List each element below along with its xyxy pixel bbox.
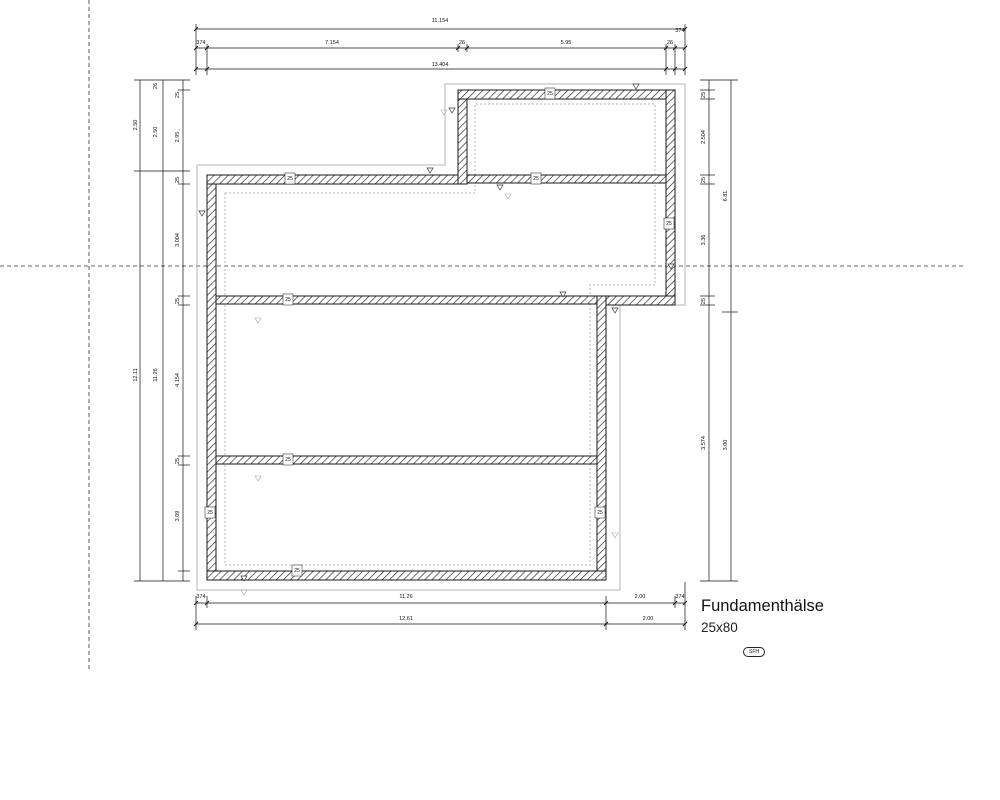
wall-tag: 25: [666, 221, 672, 227]
wall-tag: 25: [207, 510, 213, 516]
dim-left-outer-1: 2.50: [133, 119, 139, 131]
wall-tag: 25: [285, 297, 291, 303]
dim-right-seg-b: 3.36: [701, 234, 707, 246]
dim-left-small-4: 25: [175, 297, 181, 305]
dim-bottom-total: 12.61: [399, 616, 413, 622]
dim-right-total-upper: 6.81: [723, 190, 729, 202]
dim-bottom-right-offset: 374: [675, 594, 685, 600]
wall-tag: 25: [533, 176, 539, 182]
dim-left-seg-d: 3.09: [175, 510, 181, 522]
dim-bottom-segment-1: 11.26: [399, 594, 413, 600]
wall-tag: 25: [285, 457, 291, 463]
dim-right-small-1: 25: [701, 91, 707, 99]
foundation-walls: [207, 90, 675, 580]
dim-left-total: 12.11: [133, 368, 139, 382]
dim-left-inner-total: 11.26: [153, 368, 159, 382]
dim-top-small-1: 26: [458, 40, 466, 46]
dim-bottom-segment-2: 2.00: [634, 594, 646, 600]
dim-left-small-3: 25: [175, 176, 181, 184]
plan-subtitle: 25x80: [701, 620, 738, 635]
dim-top-right-offset: 374: [675, 28, 685, 34]
plan-title: Fundamenthälse: [701, 597, 824, 615]
dim-bottom-left-offset: 374: [196, 594, 206, 600]
dim-bottom-total-right: 2.00: [642, 616, 654, 622]
dim-top-segment-1: 7.154: [325, 40, 339, 46]
wall-tag: 25: [294, 568, 300, 574]
dim-top-left-offset: 374: [196, 40, 206, 46]
dim-left-outer-2: 2.50: [153, 126, 159, 138]
wall-tag: 25: [547, 91, 553, 97]
dim-left-small-1: 26: [153, 82, 159, 90]
dimension-labels-right: [701, 92, 729, 450]
dim-left-small-5: 25: [175, 457, 181, 465]
dim-right-seg-a: 2.504: [701, 130, 707, 144]
dim-top-segment-2: 5.95: [560, 40, 572, 46]
dim-right-small-3: 25: [701, 297, 707, 305]
dim-left-seg-b: 3.004: [175, 233, 181, 247]
dimension-labels-top: [196, 18, 684, 68]
dim-top-small-2: 26: [666, 40, 674, 46]
dim-right-total-lower: 3.00: [723, 439, 729, 451]
dimension-ticks: [194, 27, 687, 626]
wall-tag: 25: [287, 176, 293, 182]
dim-right-small-2: 25: [701, 176, 707, 184]
foundation-outline: [197, 84, 685, 590]
wall-tag: 25: [597, 510, 603, 516]
dim-left-seg-c: 4.154: [175, 373, 181, 387]
dim-top-second-total: 13.404: [431, 62, 449, 68]
dim-left-seg-a: 2.95: [175, 131, 181, 143]
plan-tag-badge: SFH: [743, 647, 765, 657]
dimension-labels-bottom: [196, 594, 684, 622]
dim-top-total: 11.154: [431, 18, 449, 24]
dim-right-seg-c: 3.574: [701, 436, 707, 450]
dim-left-small-2: 25: [175, 91, 181, 99]
